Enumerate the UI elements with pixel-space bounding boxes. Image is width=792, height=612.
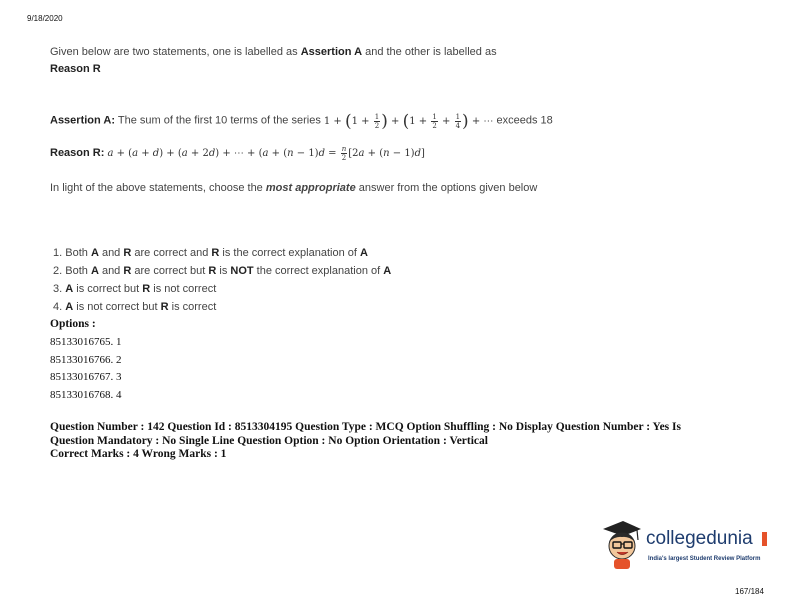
instruction-pre: In light of the above statements, choose the bbox=[50, 182, 266, 194]
instruction-emphasis: most appropriate bbox=[265, 182, 356, 194]
ap-sum-formula: a + (a + d) + (a + 2d) + ⋯ + (a + (n − 1)d = $\frac{n}{2}$ [2a + (n − 1)d] bbox=[107, 145, 425, 162]
reason-label: Reason R: bbox=[50, 147, 105, 159]
instruction-post: answer from the options given below bbox=[355, 182, 538, 194]
answer-options bbox=[53, 244, 391, 316]
assertion-statement bbox=[50, 111, 553, 131]
assertion-label: Assertion A: bbox=[50, 114, 115, 127]
intro-reason: Reason R bbox=[50, 63, 101, 75]
assertion-tail: exceeds 18 bbox=[496, 114, 553, 127]
answer-option-2: 2. Both A and R are correct but R is NOT the correct explanation of A bbox=[53, 265, 392, 277]
series-formula: 1 + (1 + $\frac{1}{2}$ ) + (1 + $\frac{1}{2}$ + $\frac{1}{4}$ ) + ⋯ bbox=[323, 111, 494, 131]
options-heading: Options : bbox=[50, 318, 96, 330]
option-id-list bbox=[50, 334, 122, 404]
intro-text: Given below are two statements, one is labelled as bbox=[50, 46, 301, 58]
metadata-line: Question Number : 142 Question Id : 8513304195 Question Type : MCQ Option Shuffling : No Display Question Number : Yes Is bbox=[50, 421, 681, 433]
intro-assertion: Assertion A bbox=[300, 46, 363, 58]
assertion-text: The sum of the first 10 terms of the series bbox=[117, 114, 321, 127]
page-number: 167/184 bbox=[735, 587, 764, 596]
option-id: 85133016766. 2 bbox=[50, 353, 122, 366]
question-intro bbox=[50, 44, 570, 78]
mascot-logo-icon bbox=[601, 520, 645, 570]
instruction-text bbox=[50, 180, 570, 197]
answer-option-3: 3. A is correct but R is not correct bbox=[53, 283, 217, 295]
option-id: 85133016767. 3 bbox=[50, 371, 122, 384]
answer-option-1: 1. Both A and R are correct and R is the correct explanation of A bbox=[53, 247, 368, 259]
brand-tagline: India's largest Student Review Platform bbox=[648, 556, 761, 562]
question-metadata bbox=[50, 421, 750, 462]
print-date: 9/18/2020 bbox=[27, 14, 63, 23]
metadata-line: Question Mandatory : No Single Line Question Option : No Option Orientation : Vertical bbox=[50, 434, 488, 447]
brand-accent-mark bbox=[762, 532, 767, 546]
brand-name: collegedunia bbox=[646, 528, 753, 549]
intro-text-mid: and the other is labelled as bbox=[362, 46, 497, 58]
marks-line: Correct Marks : 4 Wrong Marks : 1 bbox=[50, 448, 227, 460]
answer-option-4: 4. A is not correct but R is correct bbox=[53, 301, 217, 313]
option-id: 85133016768. 4 bbox=[50, 388, 122, 401]
reason-statement bbox=[50, 145, 425, 162]
option-id: 85133016765. 1 bbox=[50, 336, 122, 348]
